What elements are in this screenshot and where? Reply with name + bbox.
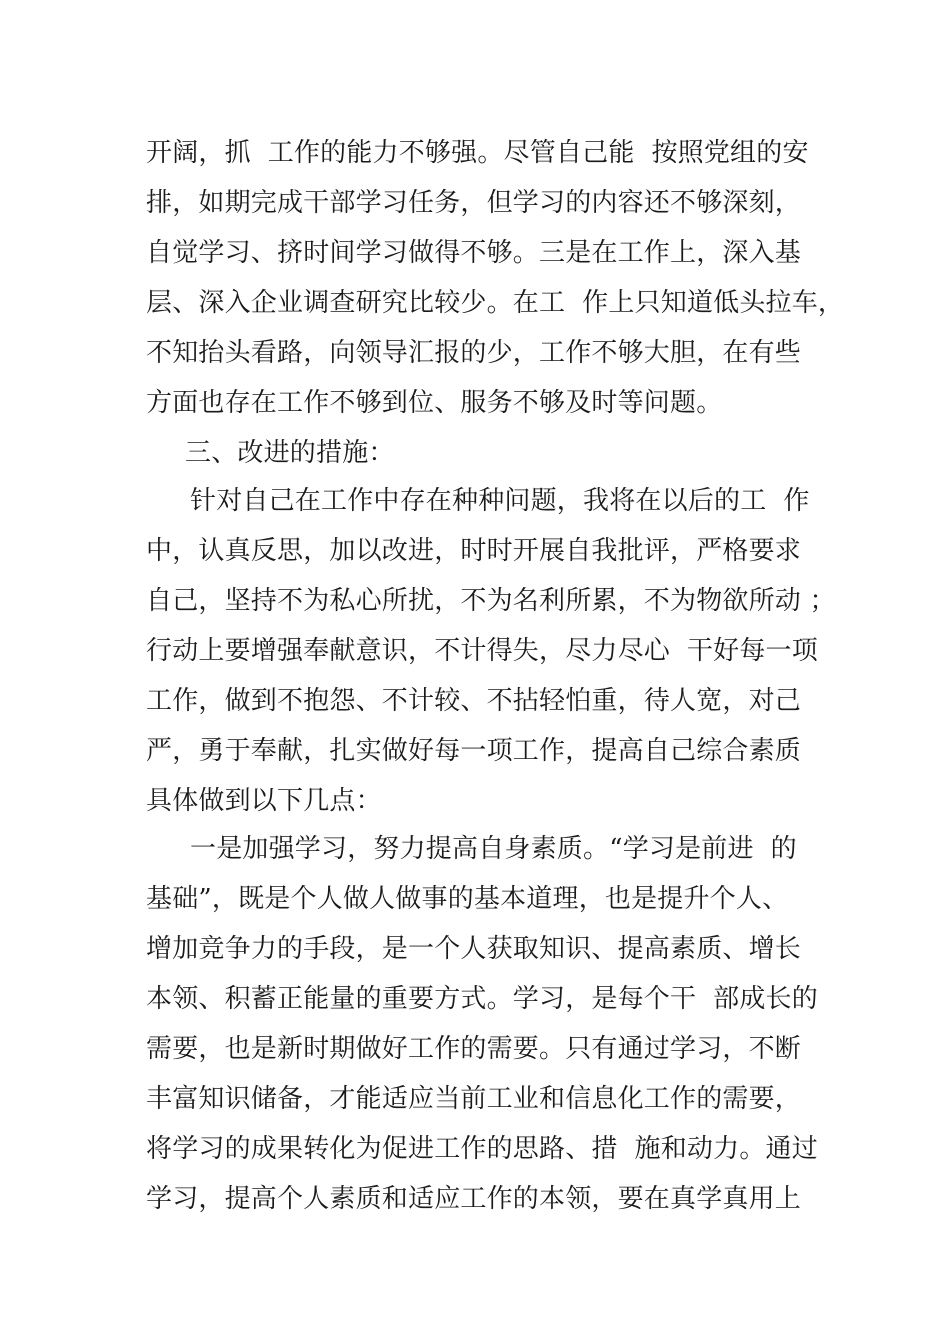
- text-line: 基础”，既是个人做人做事的基本道理，也是提升个人、: [146, 884, 789, 914]
- text-line: 层、深入企业调查研究比较少。在工 作上只知道低头拉车，: [146, 288, 845, 318]
- text-line: 自己，坚持不为私心所扰，不为名利所累，不为物欲所动 ；: [146, 586, 836, 616]
- text-line: 行动上要增强奉献意识，不计得失，尽力尽心 干好每一项: [146, 636, 818, 666]
- text-line: 丰富知识储备，才能适应当前工业和信息化工作的需要，: [146, 1084, 802, 1114]
- text-line: 中，认真反思，加以改进，时时开展自我批评，严格要求: [146, 536, 802, 566]
- text-line: 排，如期完成干部学习任务，但学习的内容还不够深刻，: [146, 188, 802, 218]
- text-line: 不知抬头看路，向领导汇报的少，工作不够大胆，在有些: [146, 338, 802, 368]
- text-line: 需要，也是新时期做好工作的需要。只有通过学习，不断: [146, 1034, 802, 1064]
- text-line: 将学习的成果转化为促进工作的思路、措 施和动力。通过: [146, 1134, 818, 1164]
- text-line: 增加竞争力的手段，是一个人获取知识、提高素质、增长: [146, 934, 802, 964]
- text-line: 本领、积蓄正能量的重要方式。学习，是每个干 部成长的: [146, 984, 818, 1014]
- text-line: 开阔，抓 工作的能力不够强。尽管自己能 按照党组的安: [146, 138, 809, 168]
- text-line: 严，勇于奉献，扎实做好每一项工作，提高自己综合素质: [146, 736, 802, 766]
- text-line: 学习，提高个人素质和适应工作的本领，要在真学真用上: [146, 1184, 802, 1214]
- section-heading: 三、改进的措施：: [185, 438, 395, 468]
- text-line: 工作，做到不抱怨、不计较、不拈轻怕重，待人宽，对己: [146, 686, 802, 716]
- text-line: 具体做到以下几点：: [146, 786, 382, 816]
- text-line: 自觉学习、挤时间学习做得不够。三是在工作上，深入基: [146, 238, 802, 268]
- text-line: 一是加强学习，努力提高自身素质。“学习是前进 的: [190, 834, 797, 864]
- text-line: 方面也存在工作不够到位、服务不够及时等问题。: [146, 388, 723, 418]
- text-line: 针对自己在工作中存在种种问题，我将在以后的工 作: [190, 486, 810, 516]
